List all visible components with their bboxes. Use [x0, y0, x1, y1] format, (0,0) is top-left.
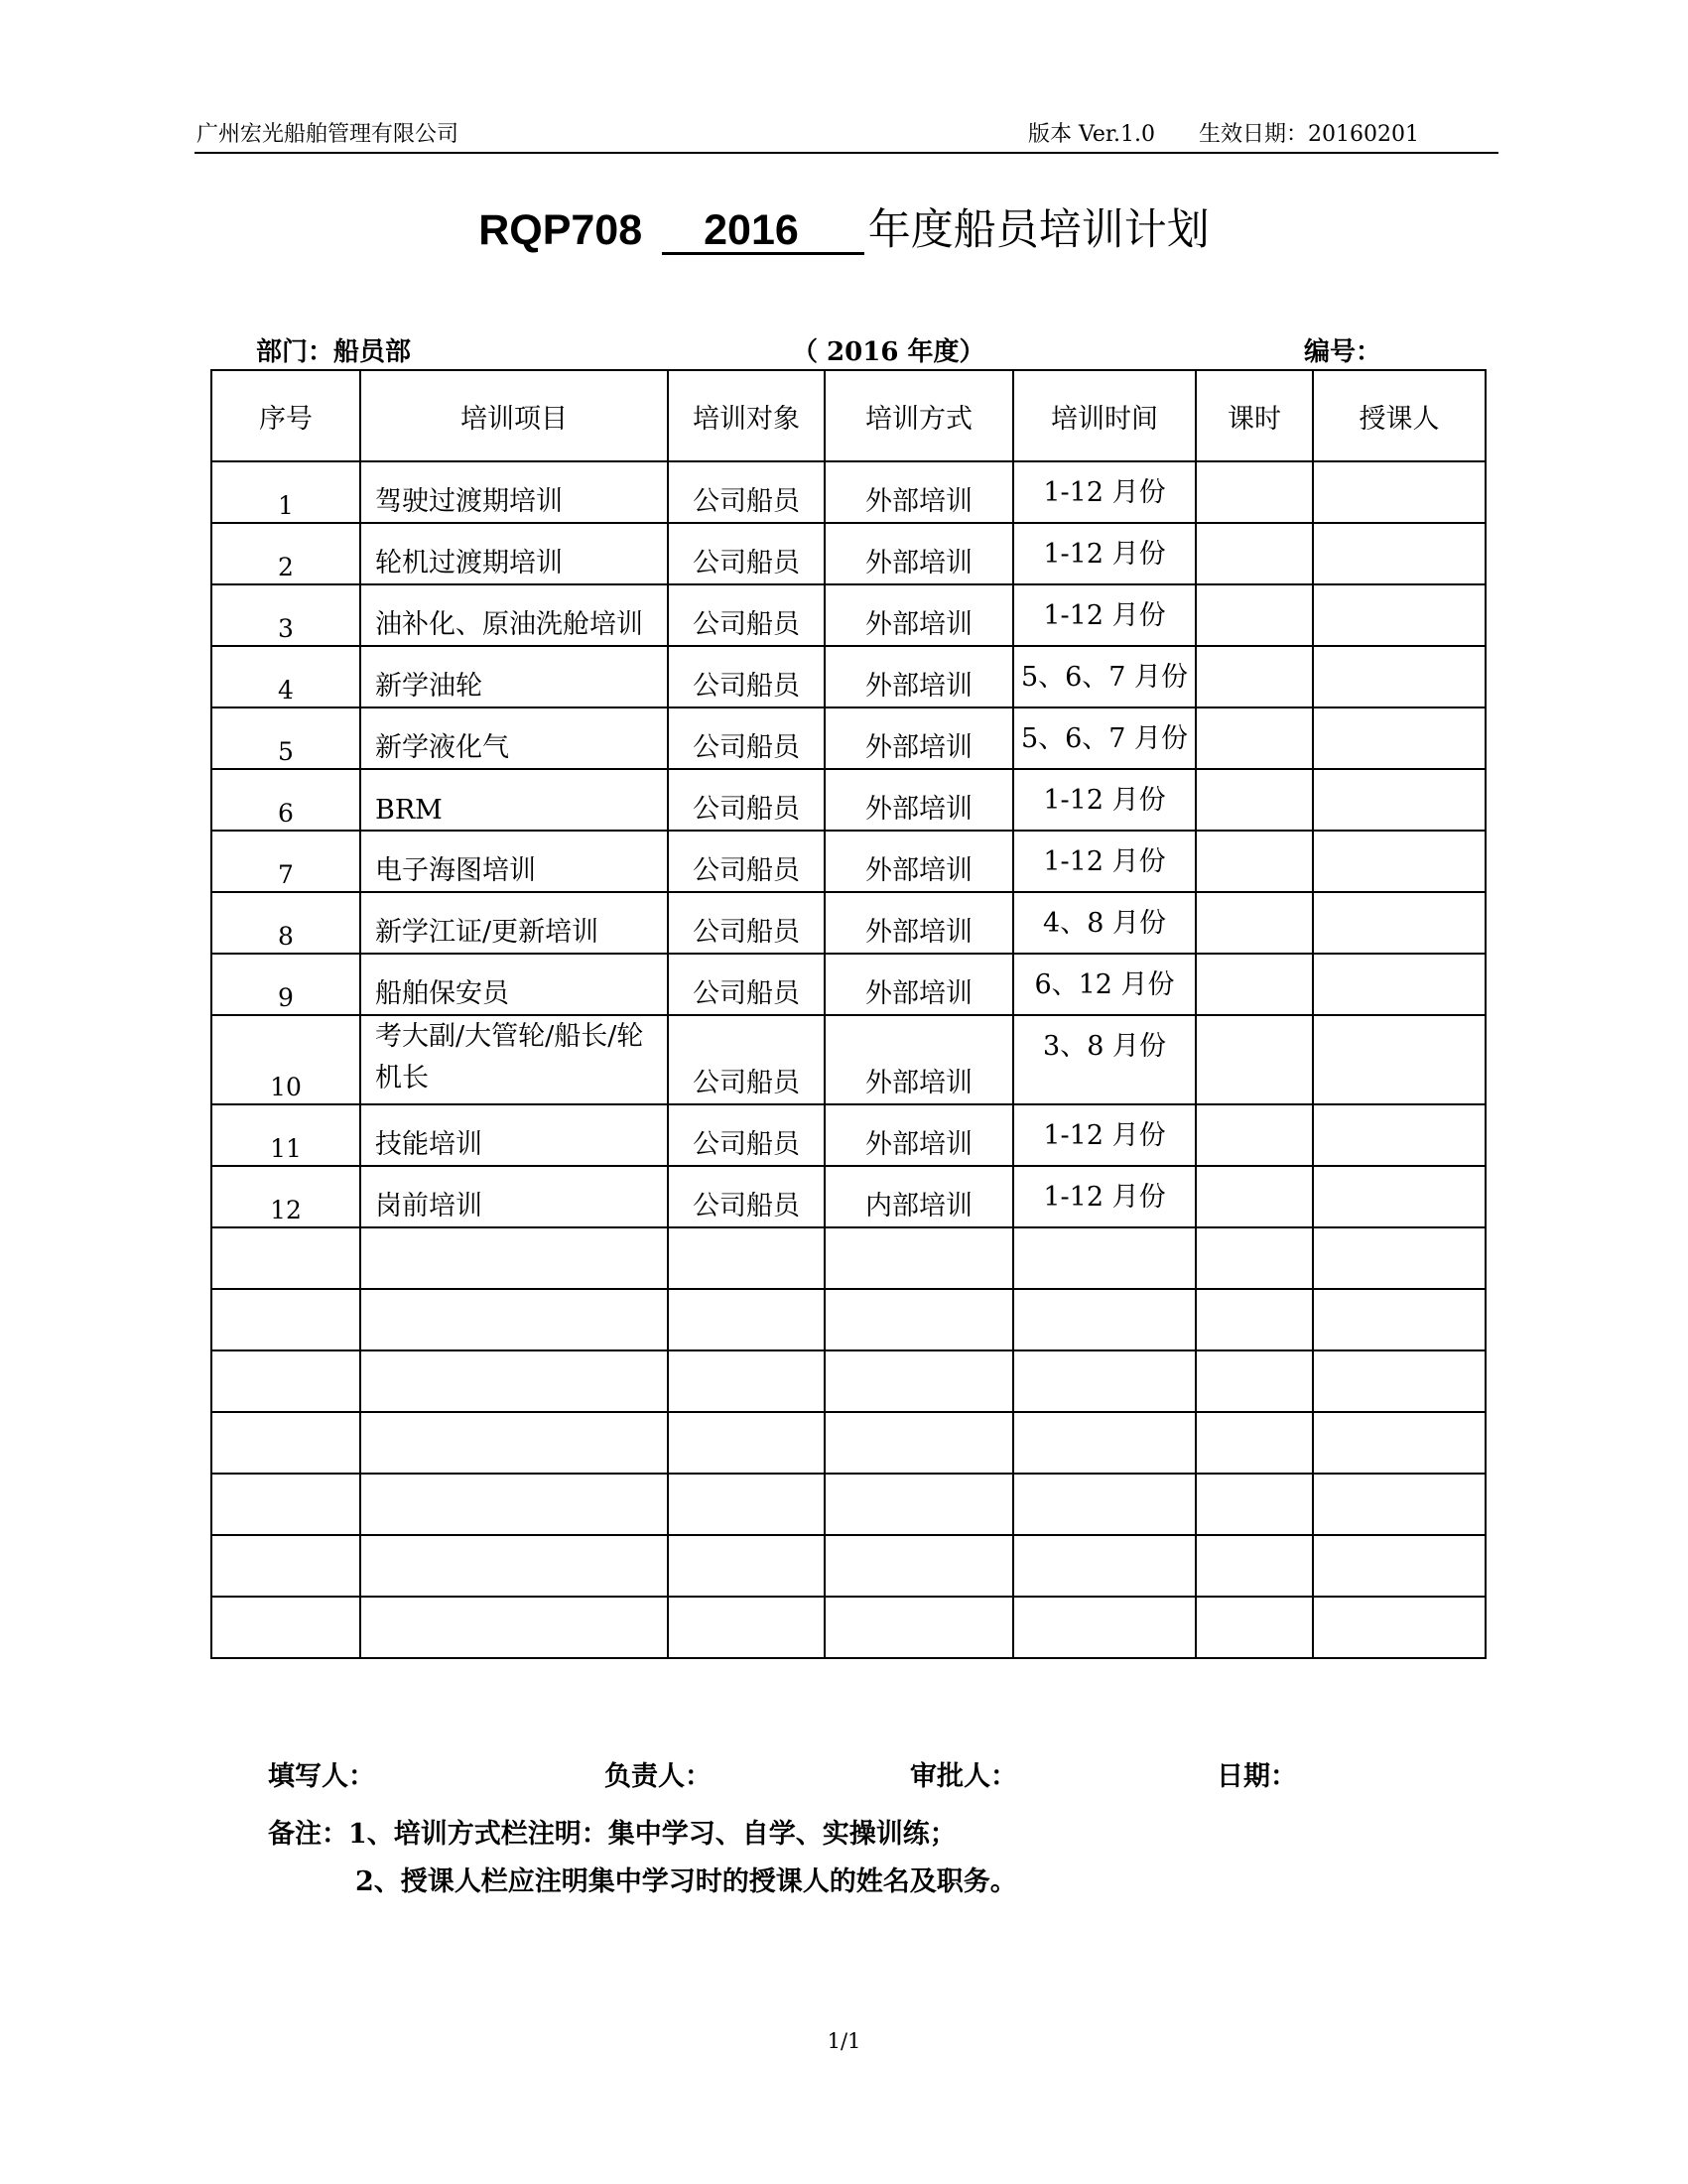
- class-hours-cell: [1196, 584, 1313, 646]
- training-target-cell: [668, 1227, 825, 1289]
- remark-line: 2、授课人栏应注明集中学习时的授课人的姓名及职务。: [355, 1866, 1017, 1897]
- column-header: 授课人: [1313, 370, 1486, 461]
- training-mode-cell: [825, 1412, 1013, 1474]
- training-item-cell: 船舶保安员: [360, 954, 668, 1015]
- training-target-cell: 公司船员: [668, 707, 825, 769]
- training-target-cell: 公司船员: [668, 1015, 825, 1104]
- table-row: [211, 584, 1486, 646]
- table-row: [211, 954, 1486, 1015]
- training-target-cell: [668, 1289, 825, 1350]
- class-hours-cell: [1196, 646, 1313, 707]
- training-mode-cell: 外部培训: [825, 769, 1013, 831]
- training-item-cell: [360, 1227, 668, 1289]
- training-time-cell: 1-12 月份: [1013, 461, 1196, 523]
- training-mode-cell: 外部培训: [825, 461, 1013, 523]
- class-hours-cell: [1196, 1104, 1313, 1166]
- training-mode-cell: [825, 1474, 1013, 1535]
- training-time-cell: 1-12 月份: [1013, 523, 1196, 584]
- training-time-cell: 1-12 月份: [1013, 1104, 1196, 1166]
- training-mode-cell: 外部培训: [825, 584, 1013, 646]
- column-header: 培训时间: [1013, 370, 1196, 461]
- table-row: [211, 646, 1486, 707]
- training-item-cell: 技能培训: [360, 1104, 668, 1166]
- row-number-cell: 11: [211, 1104, 360, 1166]
- row-number-cell: 7: [211, 831, 360, 892]
- row-number-cell: [211, 1227, 360, 1289]
- training-target-cell: 公司船员: [668, 1166, 825, 1227]
- class-hours-cell: [1196, 1474, 1313, 1535]
- owner-label: 负责人：: [604, 1761, 712, 1792]
- class-hours-cell: [1196, 954, 1313, 1015]
- year-label: （ 2016 年度）: [792, 337, 985, 367]
- row-number-cell: 4: [211, 646, 360, 707]
- table-row: [211, 831, 1486, 892]
- class-hours-cell: [1196, 1535, 1313, 1597]
- training-target-cell: 公司船员: [668, 831, 825, 892]
- row-number-cell: 8: [211, 892, 360, 954]
- table-row: [211, 1474, 1486, 1535]
- title-text: 年度船员培训计划: [867, 205, 1210, 255]
- class-hours-cell: [1196, 1289, 1313, 1350]
- lecturer-cell: [1313, 523, 1486, 584]
- department-label: 部门：船员部: [256, 337, 412, 367]
- lecturer-cell: [1313, 1474, 1486, 1535]
- training-target-cell: 公司船员: [668, 892, 825, 954]
- row-number-cell: 1: [211, 461, 360, 523]
- training-item-cell: 考大副/大管轮/船长/轮机长: [360, 1015, 668, 1104]
- training-mode-cell: [825, 1350, 1013, 1412]
- training-time-cell: [1013, 1535, 1196, 1597]
- training-mode-cell: [825, 1289, 1013, 1350]
- lecturer-cell: [1313, 1015, 1486, 1104]
- version-label: 版本 Ver.1.0: [1028, 122, 1155, 147]
- class-hours-cell: [1196, 1015, 1313, 1104]
- lecturer-cell: [1313, 1104, 1486, 1166]
- training-target-cell: [668, 1535, 825, 1597]
- table-row: [211, 1535, 1486, 1597]
- training-item-cell: 油补化、原油洗舱培训: [360, 584, 668, 646]
- training-item-cell: 新学江证/更新培训: [360, 892, 668, 954]
- row-number-cell: [211, 1474, 360, 1535]
- table-row: [211, 1350, 1486, 1412]
- training-target-cell: [668, 1350, 825, 1412]
- lecturer-cell: [1313, 707, 1486, 769]
- training-target-cell: [668, 1474, 825, 1535]
- table-header-row: [211, 370, 1486, 461]
- training-target-cell: 公司船员: [668, 954, 825, 1015]
- column-header: 培训对象: [668, 370, 825, 461]
- class-hours-cell: [1196, 461, 1313, 523]
- plan-year: 2016: [662, 208, 864, 255]
- table-row: [211, 523, 1486, 584]
- training-mode-cell: 外部培训: [825, 954, 1013, 1015]
- table-row: [211, 461, 1486, 523]
- training-mode-cell: 外部培训: [825, 646, 1013, 707]
- training-mode-cell: [825, 1535, 1013, 1597]
- training-mode-cell: 外部培训: [825, 707, 1013, 769]
- table-row: [211, 1227, 1486, 1289]
- training-mode-cell: [825, 1227, 1013, 1289]
- training-time-cell: 4、8 月份: [1013, 892, 1196, 954]
- training-time-cell: 6、12 月份: [1013, 954, 1196, 1015]
- training-time-cell: 3、8 月份: [1013, 1015, 1196, 1104]
- column-header: 培训方式: [825, 370, 1013, 461]
- training-time-cell: [1013, 1350, 1196, 1412]
- training-item-cell: 电子海图培训: [360, 831, 668, 892]
- effective-date-label: 生效日期：20160201: [1198, 122, 1419, 147]
- page-number: 1/1: [827, 2029, 861, 2053]
- row-number-cell: [211, 1412, 360, 1474]
- training-target-cell: 公司船员: [668, 523, 825, 584]
- training-target-cell: 公司船员: [668, 1104, 825, 1166]
- training-item-cell: 轮机过渡期培训: [360, 523, 668, 584]
- training-item-cell: [360, 1474, 668, 1535]
- class-hours-cell: [1196, 1166, 1313, 1227]
- lecturer-cell: [1313, 584, 1486, 646]
- company-name: 广州宏光船舶管理有限公司: [196, 122, 459, 147]
- lecturer-cell: [1313, 769, 1486, 831]
- table-row: [211, 1289, 1486, 1350]
- table-row: [211, 1166, 1486, 1227]
- training-time-cell: [1013, 1289, 1196, 1350]
- training-target-cell: 公司船员: [668, 461, 825, 523]
- row-number-cell: [211, 1289, 360, 1350]
- table-row: [211, 707, 1486, 769]
- class-hours-cell: [1196, 707, 1313, 769]
- column-header: 培训项目: [360, 370, 668, 461]
- table-row: [211, 1597, 1486, 1658]
- lecturer-cell: [1313, 1166, 1486, 1227]
- row-number-cell: [211, 1535, 360, 1597]
- training-mode-cell: 内部培训: [825, 1166, 1013, 1227]
- lecturer-cell: [1313, 1597, 1486, 1658]
- lecturer-cell: [1313, 1289, 1486, 1350]
- class-hours-cell: [1196, 1597, 1313, 1658]
- date-label: 日期：: [1217, 1761, 1297, 1792]
- training-mode-cell: 外部培训: [825, 831, 1013, 892]
- training-target-cell: [668, 1597, 825, 1658]
- form-code: RQP708: [478, 206, 643, 254]
- class-hours-cell: [1196, 769, 1313, 831]
- training-target-cell: 公司船员: [668, 769, 825, 831]
- row-number-cell: 12: [211, 1166, 360, 1227]
- row-number-cell: 10: [211, 1015, 360, 1104]
- training-time-cell: [1013, 1597, 1196, 1658]
- training-time-cell: [1013, 1227, 1196, 1289]
- row-number-cell: 2: [211, 523, 360, 584]
- training-plan-table: [210, 369, 1487, 1659]
- approver-label: 审批人：: [910, 1761, 1017, 1792]
- training-mode-cell: [825, 1597, 1013, 1658]
- training-item-cell: [360, 1289, 668, 1350]
- training-time-cell: [1013, 1412, 1196, 1474]
- training-time-cell: 1-12 月份: [1013, 1166, 1196, 1227]
- header-meta: [1028, 117, 1419, 148]
- number-label: 编号：: [1304, 337, 1382, 367]
- training-time-cell: [1013, 1474, 1196, 1535]
- training-item-cell: [360, 1597, 668, 1658]
- table-row: [211, 1104, 1486, 1166]
- document-title: [0, 196, 1688, 257]
- training-mode-cell: 外部培训: [825, 892, 1013, 954]
- training-target-cell: 公司船员: [668, 646, 825, 707]
- training-item-cell: [360, 1350, 668, 1412]
- lecturer-cell: [1313, 1350, 1486, 1412]
- training-item-cell: 岗前培训: [360, 1166, 668, 1227]
- header-divider: [195, 152, 1498, 154]
- class-hours-cell: [1196, 1412, 1313, 1474]
- class-hours-cell: [1196, 1350, 1313, 1412]
- row-number-cell: 3: [211, 584, 360, 646]
- class-hours-cell: [1196, 892, 1313, 954]
- training-item-cell: [360, 1535, 668, 1597]
- row-number-cell: 6: [211, 769, 360, 831]
- training-mode-cell: 外部培训: [825, 1104, 1013, 1166]
- table-row: [211, 892, 1486, 954]
- training-target-cell: [668, 1412, 825, 1474]
- lecturer-cell: [1313, 954, 1486, 1015]
- training-time-cell: 1-12 月份: [1013, 831, 1196, 892]
- training-time-cell: 1-12 月份: [1013, 769, 1196, 831]
- training-item-cell: 新学油轮: [360, 646, 668, 707]
- class-hours-cell: [1196, 1227, 1313, 1289]
- training-item-cell: [360, 1412, 668, 1474]
- training-time-cell: 5、6、7 月份: [1013, 646, 1196, 707]
- table-row: [211, 1015, 1486, 1104]
- row-number-cell: [211, 1350, 360, 1412]
- row-number-cell: 9: [211, 954, 360, 1015]
- training-time-cell: 5、6、7 月份: [1013, 707, 1196, 769]
- training-target-cell: 公司船员: [668, 584, 825, 646]
- column-header: 序号: [211, 370, 360, 461]
- training-mode-cell: 外部培训: [825, 523, 1013, 584]
- row-number-cell: [211, 1597, 360, 1658]
- lecturer-cell: [1313, 646, 1486, 707]
- lecturer-cell: [1313, 892, 1486, 954]
- class-hours-cell: [1196, 831, 1313, 892]
- training-item-cell: 新学液化气: [360, 707, 668, 769]
- remark-line: 备注：1、培训方式栏注明：集中学习、自学、实操训练；: [268, 1819, 957, 1850]
- lecturer-cell: [1313, 831, 1486, 892]
- lecturer-cell: [1313, 1412, 1486, 1474]
- filler-label: 填写人：: [268, 1761, 375, 1792]
- training-item-cell: BRM: [360, 769, 668, 831]
- table-row: [211, 1412, 1486, 1474]
- training-item-cell: 驾驶过渡期培训: [360, 461, 668, 523]
- lecturer-cell: [1313, 461, 1486, 523]
- row-number-cell: 5: [211, 707, 360, 769]
- training-mode-cell: 外部培训: [825, 1015, 1013, 1104]
- training-time-cell: 1-12 月份: [1013, 584, 1196, 646]
- lecturer-cell: [1313, 1227, 1486, 1289]
- column-header: 课时: [1196, 370, 1313, 461]
- lecturer-cell: [1313, 1535, 1486, 1597]
- class-hours-cell: [1196, 523, 1313, 584]
- table-row: [211, 769, 1486, 831]
